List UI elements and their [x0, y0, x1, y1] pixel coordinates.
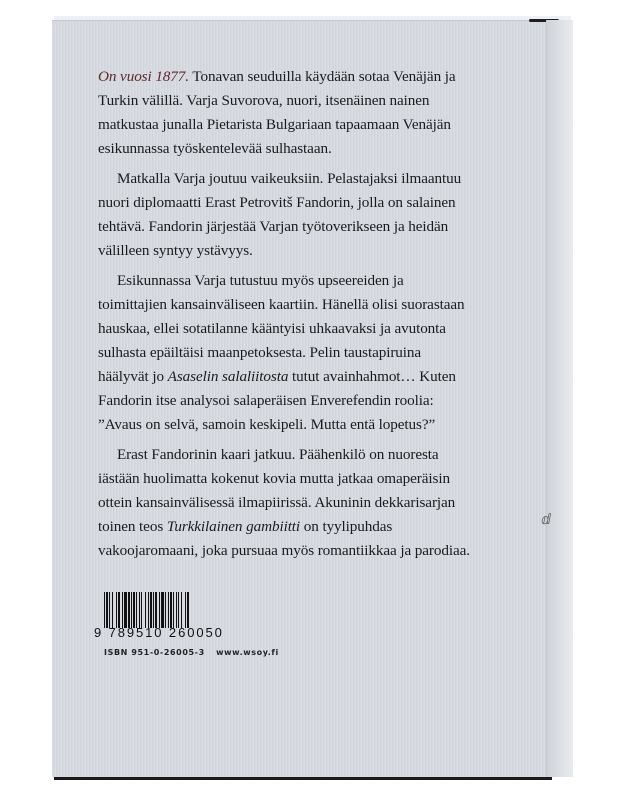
book-title-reference: Turkkilainen gambiitti — [166, 518, 301, 535]
blurb-paragraph-text: Tonavan seuduilla käydään sotaa Venäjän ja Turkin välillä. Varja Suvorova, nuori, itsenäinen nainen matkustaa junalla Pietarista Bulgariaan tapaamaan Venäjän esikunnassa työskentelevää sulhastaan. — [98, 68, 456, 157]
isbn-number: ISBN 951-0-26005-3 — [104, 648, 205, 657]
book-title-reference: Asaselin salaliitosta — [167, 368, 289, 385]
blurb-paragraph-text: Matkalla Varja joutuu vaikeuksiin. Pelastajaksi ilmaantuu nuori diplomaatti Erast Petrovitš Fandorin, jolla on salainen tehtävä. Fandorin järjestää Varjan työtoverikseen ja heidän välilleen syntyy ystävyys. — [98, 170, 462, 259]
blurb-paragraph-text: Erast Fandorinin kaari jatkuu. Päähenkilö on nuoresta iästään huolimatta kokenut kovia mutta jatkaa omaperäisin ottein kansainvälisessä ilmapiirissä. Akuninin dekkarisarjan toinen teos — [98, 446, 456, 535]
blurb-paragraph-text: on tyylipuhdas vakoojaromaani, joka pursuaa myös romantiikkaa ja parodiaa. — [98, 518, 470, 559]
blurb-paragraph-text: Esikunnassa Varja tutustuu myös upseereiden ja toimittajien kansainväliseen kaartiin. Hänellä olisi suorastaan hauskaa, ellei sotatilanne kääntyisi uhkaavaksi ja avutonta sulhasta epäiltäisi maanpetoksesta. Pelin taustapiruina häälyvät jo — [98, 272, 465, 385]
blurb-paragraph-3 — [98, 269, 473, 437]
barcode-block — [94, 592, 279, 657]
blurb-text — [98, 65, 473, 569]
blurb-paragraph-text: tutut avainhahmot… Kuten Fandorin itse analysoi salaperäisen Enverefendin roolia: ”Avaus on selvä, samoin keskipeli. Mutta entä lopetus?” — [98, 368, 456, 433]
blurb-lead-italic: On vuosi 1877. — [98, 68, 189, 85]
spine-edge — [546, 20, 573, 777]
spine-glyph: ⅆ — [541, 513, 551, 528]
cover-bottom-edge — [54, 777, 552, 780]
blurb-paragraph-2 — [98, 167, 473, 263]
barcode-icon — [104, 592, 279, 628]
isbn-line — [104, 648, 279, 657]
blurb-paragraph-4 — [98, 443, 473, 563]
cover-top-edge — [52, 20, 573, 21]
barcode-digits: 9 789510 260050 — [94, 625, 224, 640]
blurb-paragraph-1 — [98, 65, 473, 161]
publisher-website: www.wsoy.fi — [216, 648, 279, 657]
